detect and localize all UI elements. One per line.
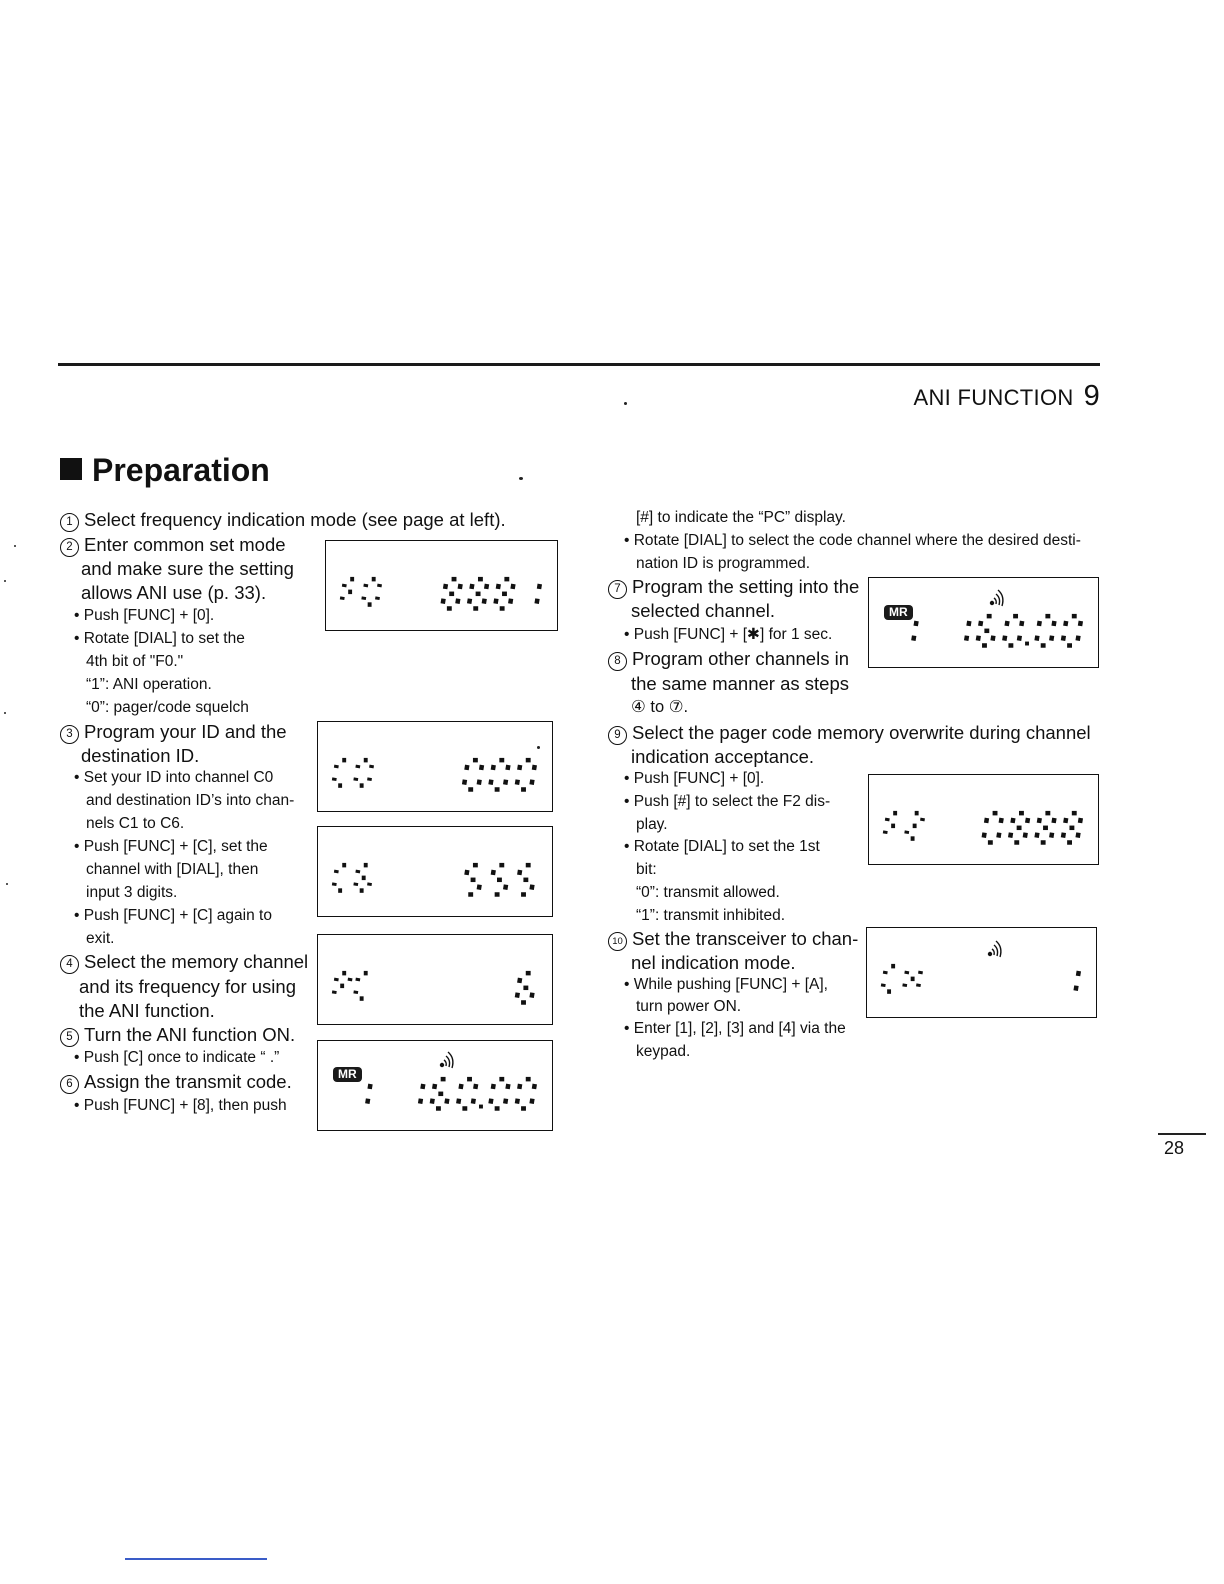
step-line: destination ID. <box>81 745 200 766</box>
segment-digit <box>913 621 916 641</box>
segment-digit <box>356 973 368 998</box>
mr-badge: MR <box>884 605 913 620</box>
step-2: 2 Enter common set mode <box>60 533 286 557</box>
print-speck <box>4 580 6 582</box>
top-rule <box>58 363 1100 366</box>
lcd-display-frequency <box>317 1040 553 1131</box>
seven-segment-display <box>869 775 1098 864</box>
segment-digit <box>491 760 509 789</box>
sub-item: exit. <box>86 930 115 947</box>
print-speck <box>6 883 8 885</box>
segment-digit <box>334 973 350 994</box>
seven-segment-display <box>318 722 552 811</box>
segment-digit <box>1063 813 1081 842</box>
step-line: the same manner as steps <box>631 673 849 694</box>
segment-digit <box>978 616 993 645</box>
seven-segment-display <box>318 827 552 916</box>
lcd-dot <box>537 746 540 749</box>
segment-digit <box>334 760 346 785</box>
sub-item: channel with [DIAL], then <box>86 861 259 878</box>
segment-digit <box>491 1079 509 1108</box>
segment-digit <box>517 1079 535 1108</box>
page-title: Preparation <box>60 452 270 489</box>
lcd-display-f0 <box>325 540 558 631</box>
step-number: 2 <box>60 538 79 557</box>
step-6: 6 Assign the transmit code. <box>60 1070 292 1094</box>
print-speck <box>14 545 16 547</box>
segment-digit <box>883 966 895 991</box>
print-speck <box>519 477 523 480</box>
step-1: 1 Select frequency indication mode (see page at left). <box>60 508 506 532</box>
print-speck <box>4 712 6 714</box>
sub-item: • Rotate [DIAL] to set the <box>74 630 245 647</box>
sub-item: “0”: transmit allowed. <box>636 884 780 901</box>
sub-item: • Push [FUNC] + [8], then push <box>74 1097 287 1114</box>
seven-segment-display <box>869 578 1098 667</box>
segment-digit <box>1004 616 1022 645</box>
chapter-number: 9 <box>1083 380 1100 412</box>
segment-digit <box>367 1084 370 1104</box>
segment-digit <box>493 865 506 894</box>
step-line: ④ to ⑦. <box>631 698 689 716</box>
segment-digit <box>356 760 372 785</box>
page-number-rule <box>1158 1133 1206 1135</box>
sub-item: bit: <box>636 861 657 878</box>
seven-segment-display <box>867 928 1096 1017</box>
sub-item: • Set your ID into channel C0 <box>74 769 274 786</box>
step-number: 9 <box>608 726 627 745</box>
step-number: 10 <box>608 932 627 951</box>
sub-item: keypad. <box>636 1043 691 1060</box>
step-7: 7 Program the setting into the <box>608 575 859 599</box>
segment-digit <box>537 584 540 604</box>
step-number: 4 <box>60 955 79 974</box>
segment-digit <box>984 813 1002 842</box>
decimal-point <box>479 1105 483 1109</box>
segment-digit <box>364 579 380 604</box>
segment-digit <box>458 1079 476 1108</box>
segment-digit <box>356 865 370 890</box>
step-3: 3 Program your ID and the <box>60 720 287 744</box>
lcd-display-frequency <box>868 577 1099 668</box>
sub-item: play. <box>636 816 668 833</box>
sub-item: • Rotate [DIAL] to select the code channel where the desired desti- <box>624 532 1081 549</box>
bullet-square-icon <box>60 458 82 480</box>
step-number: 6 <box>60 1075 79 1094</box>
segment-digit <box>469 579 487 608</box>
segment-digit <box>432 1079 447 1108</box>
segment-digit <box>966 621 969 641</box>
step-10: 10 Set the transceiver to chan- <box>608 927 858 951</box>
segment-digit <box>885 813 897 834</box>
segment-digit <box>334 865 346 890</box>
sub-item: • Push [FUNC] + [0]. <box>624 770 765 787</box>
sub-item: and destination ID’s into chan- <box>86 792 295 809</box>
sub-item: “0”: pager/code squelch <box>86 699 249 716</box>
sub-item: • While pushing [FUNC] + [A], <box>624 976 828 993</box>
sub-item: nation ID is programmed. <box>636 555 811 572</box>
step-line: and its frequency for using <box>79 976 296 997</box>
sub-item: 4th bit of "F0." <box>86 653 184 670</box>
lcd-display-pc <box>317 934 553 1025</box>
seven-segment-display <box>326 541 557 630</box>
step-line: and make sure the setting <box>81 558 294 579</box>
step-number: 3 <box>60 725 79 744</box>
step-8: 8 Program other channels in <box>608 647 849 671</box>
sub-item: • Push [C] once to indicate “ .” <box>74 1049 280 1066</box>
sub-item: nels C1 to C6. <box>86 815 185 832</box>
seven-segment-display <box>318 1041 552 1130</box>
step-line: indication acceptance. <box>631 746 815 767</box>
segment-digit <box>496 579 514 608</box>
segment-digit <box>1010 813 1028 842</box>
segment-digit <box>1076 971 1079 991</box>
step-line: the ANI function. <box>79 1000 215 1021</box>
sub-item: • Enter [1], [2], [3] and [4] via the <box>624 1020 846 1037</box>
segment-digit <box>905 971 921 987</box>
segment-digit <box>1063 616 1081 645</box>
running-header <box>914 380 1100 413</box>
sub-item: • Push [#] to select the F2 dis- <box>624 793 831 810</box>
step-number: 1 <box>60 513 79 532</box>
seven-segment-display <box>318 935 552 1024</box>
sub-item: • Push [FUNC] + [✱] for 1 sec. <box>624 626 833 643</box>
step-9: 9 Select the pager code memory overwrite during channel <box>608 721 1091 745</box>
step-line: allows ANI use (p. 33). <box>81 582 267 603</box>
step-4: 4 Select the memory channel <box>60 950 308 974</box>
step-number: 8 <box>608 652 627 671</box>
page-number: 28 <box>1163 1138 1184 1158</box>
lcd-display-c6 <box>317 826 553 917</box>
segment-digit <box>443 579 461 608</box>
print-speck <box>624 402 627 405</box>
sub-item: turn power ON. <box>636 998 742 1015</box>
bottom-rule <box>125 1558 267 1560</box>
continued-text: [#] to indicate the “PC” display. <box>636 509 846 526</box>
step-number: 5 <box>60 1028 79 1047</box>
segment-digit <box>517 973 532 1002</box>
mr-badge: MR <box>333 1067 362 1082</box>
sub-item: “1”: transmit inhibited. <box>636 907 786 924</box>
sub-item: “1”: ANI operation. <box>86 676 212 693</box>
segment-digit <box>466 865 479 894</box>
segment-digit <box>342 579 354 600</box>
segment-digit <box>519 865 532 894</box>
segment-digit <box>517 760 535 789</box>
segment-digit <box>464 760 482 789</box>
lcd-display-c0 <box>317 721 553 812</box>
section-title: ANI FUNCTION <box>913 385 1074 410</box>
segment-digit <box>907 813 923 838</box>
sub-item: • Rotate [DIAL] to set the 1st <box>624 838 820 855</box>
sub-item: • Push [FUNC] + [0]. <box>74 607 215 624</box>
step-line: selected channel. <box>631 600 775 621</box>
step-line: nel indication mode. <box>631 952 796 973</box>
segment-digit <box>420 1084 423 1104</box>
lcd-display-ch <box>866 927 1097 1018</box>
segment-digit <box>1037 813 1055 842</box>
segment-digit <box>1037 616 1055 645</box>
decimal-point <box>1025 642 1029 646</box>
sub-item: • Push [FUNC] + [C] again to <box>74 907 272 924</box>
sub-item: • Push [FUNC] + [C], set the <box>74 838 268 855</box>
sub-item: input 3 digits. <box>86 884 178 901</box>
lcd-display-f2 <box>868 774 1099 865</box>
step-number: 7 <box>608 580 627 599</box>
step-5: 5 Turn the ANI function ON. <box>60 1023 295 1047</box>
